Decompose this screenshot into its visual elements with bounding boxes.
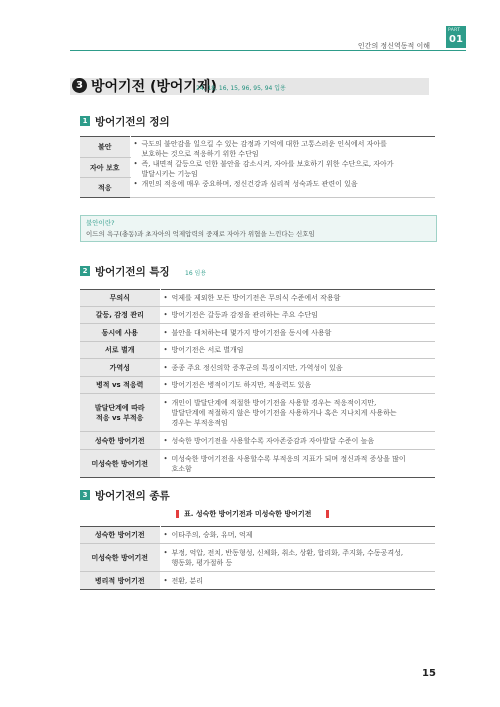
types-table: [80, 526, 435, 590]
part-number: 01: [449, 34, 463, 45]
sub1-number: 1: [80, 116, 90, 126]
row-label: 자아 보호: [80, 158, 130, 178]
table-row: [80, 324, 435, 342]
part-label: PART: [448, 28, 461, 33]
table-row: [80, 544, 435, 572]
row-text: • 부정, 억압, 전치, 반동형성, 신체화, 취소, 상환, 합리화, 주지화, 수동공격성, 행동화, 평가절하 등: [160, 544, 435, 572]
row-text: • 방어기전은 병적이기도 하지만, 적응력도 있음: [160, 377, 435, 394]
table-row: [80, 342, 435, 359]
header-divider: [70, 50, 466, 51]
table-row: [80, 137, 435, 158]
note-body: 이드의 욕구(충동)과 초자아의 억제압력의 중재로 자아가 위협을 느낀다는 신호임: [86, 230, 315, 238]
note-title: 불안이란?: [86, 219, 115, 227]
sub2-exam-note: 16 임용: [185, 270, 207, 277]
table-row: [80, 359, 435, 377]
table-row: [80, 307, 435, 324]
row-label: 미성숙한 방어기전: [80, 450, 160, 478]
row-text: • 성숙한 방어기전을 사용할수록 자아존중감과 자아발달 수준이 높음: [160, 432, 435, 450]
sub3-number: 3: [80, 490, 90, 500]
row-text: • 개인이 발달단계에 적절한 방어기전을 사용할 경우는 적응적이지만, 발달단계에 적절하지 않은 방어기전을 사용하거나 혹은 지나치게 사용하는 경우는 부적응적임: [160, 394, 435, 432]
row-label: 병적 vs 적응력: [80, 377, 160, 394]
row-label: 발달단계에 따라 적응 vs 부적응: [80, 394, 160, 432]
table-caption: 표. 성숙한 방어기전과 미성숙한 방어기전: [184, 510, 312, 518]
row-text: • 종종 주요 정신의학 증후군의 특징이지만, 가역성이 있음: [160, 359, 435, 377]
row-label: 갈등, 감정 관리: [80, 307, 160, 324]
row-text: • 방어기전은 갈등과 감정을 관리하는 주요 수단임: [160, 307, 435, 324]
row-label: 서로 별개: [80, 342, 160, 359]
table-row: [80, 290, 435, 307]
row-label: 적응: [80, 178, 130, 198]
running-header: 인간의 정신역동적 이해: [357, 42, 430, 50]
definition-table: [80, 136, 435, 198]
caption-marker-left: [176, 510, 179, 518]
sub2-title: 방어기전의 특징: [95, 266, 170, 278]
row-label: 병리적 방어기전: [80, 572, 160, 590]
definition-text: • 극도의 불안감을 일으킬 수 있는 감정과 기억에 대한 고통스러운 인식에서 자아를 보호하는 것으로 적응하기 위한 수단임 • 즉, 내면적 갈등으로 인한 불안을 감소시켜, 자아를 보호하기 위한 수단으로, 자아가 발달시키는 기능임 • 개인의 적응에 매우 중요하며, 정신건강과 심리적 성숙과도 관련이 있음: [130, 137, 435, 198]
row-label: 무의식: [80, 290, 160, 307]
table-row: [80, 377, 435, 394]
sub3-title: 방어기전의 종류: [95, 490, 170, 502]
row-label: 성숙한 방어기전: [80, 527, 160, 544]
sub1-title: 방어기전의 정의: [95, 116, 170, 128]
section-exam-years: 24, 18, 16, 15, 96, 95, 94 입용: [196, 85, 286, 92]
section-number: 3: [72, 78, 87, 93]
row-text: • 전환, 분리: [160, 572, 435, 590]
table-row: [80, 432, 435, 450]
row-text: • 미성숙한 방어기전을 사용할수록 부적응의 지표가 되며 정신과적 증상을 많이 호소함: [160, 450, 435, 478]
page-number: 15: [422, 668, 436, 679]
characteristics-table: [80, 289, 435, 478]
table-row: [80, 450, 435, 478]
row-label: 미성숙한 방어기전: [80, 544, 160, 572]
caption-marker-right: [326, 510, 329, 518]
part-tab: [446, 26, 466, 48]
sub2-number: 2: [80, 266, 90, 276]
row-text: • 불안을 대처하는데 몇가지 방어기전을 동시에 사용함: [160, 324, 435, 342]
row-text: • 방어기전은 서로 별개임: [160, 342, 435, 359]
table-row: [80, 527, 435, 544]
row-label: 불안: [80, 137, 130, 158]
row-label: 성숙한 방어기전: [80, 432, 160, 450]
row-text: • 억제를 제외한 모든 방어기전은 무의식 수준에서 작용함: [160, 290, 435, 307]
section-title: 방어기전 (방어기제): [91, 79, 217, 95]
row-label: 동시에 사용: [80, 324, 160, 342]
table-row: [80, 572, 435, 590]
row-label: 가역성: [80, 359, 160, 377]
row-text: • 이타주의, 승화, 유머, 억제: [160, 527, 435, 544]
table-row: [80, 394, 435, 432]
